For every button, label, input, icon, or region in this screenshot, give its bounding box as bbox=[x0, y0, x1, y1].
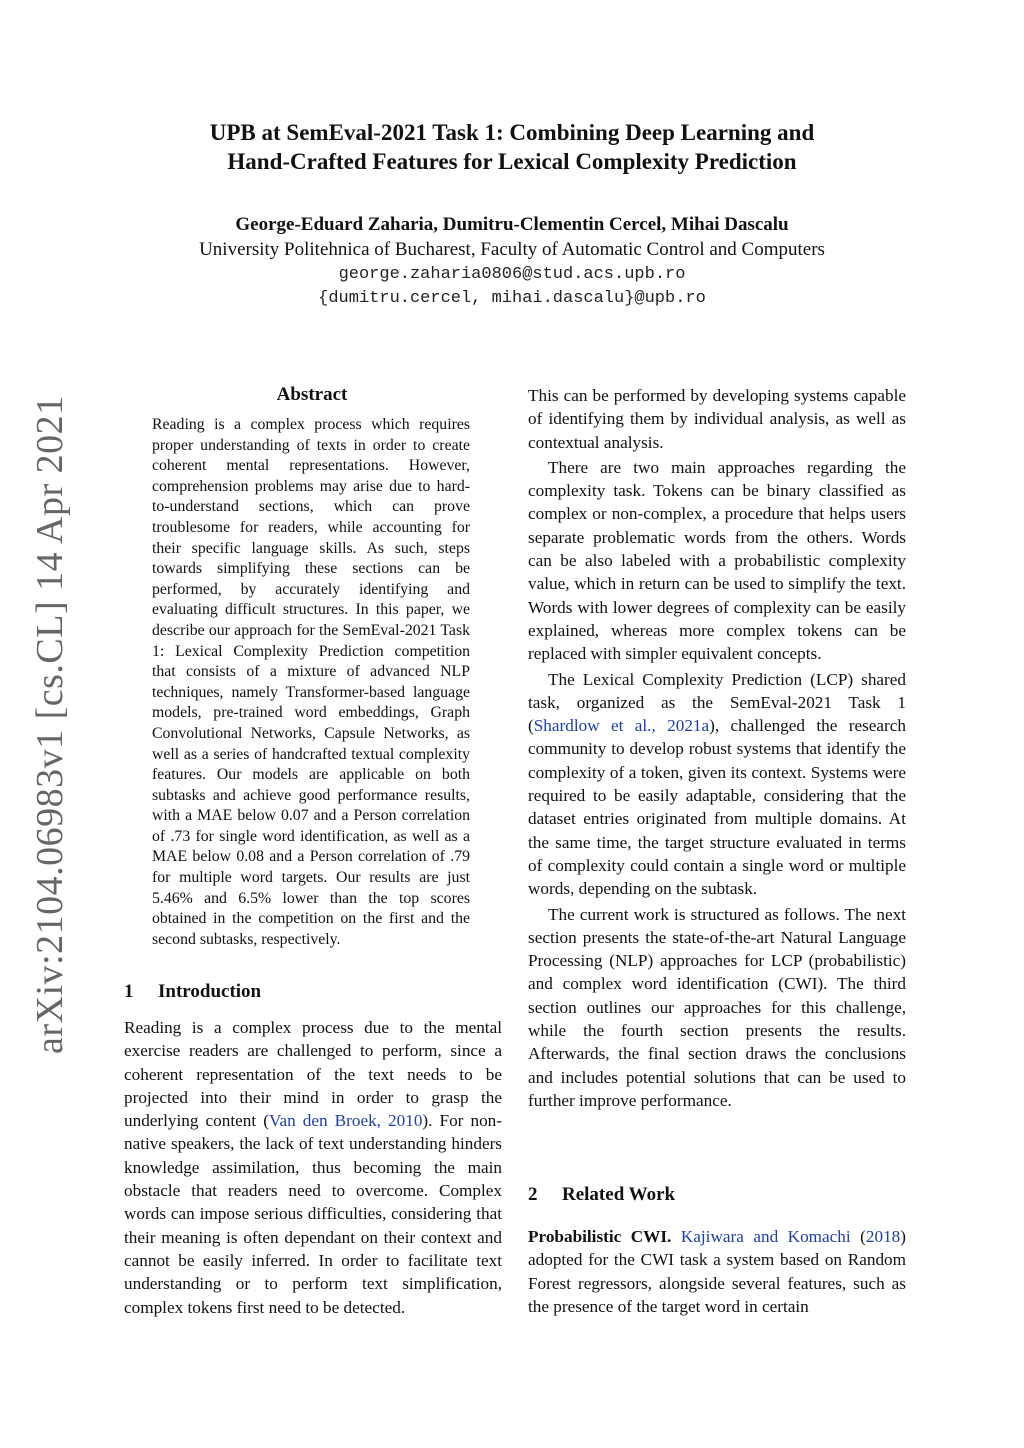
lcp-text-start: The Lexical Complexity Prediction (LCP) shared task, organized as the SemEval-2021 Task 1 ( bbox=[528, 669, 906, 736]
abstract-heading: Abstract bbox=[276, 384, 348, 405]
arxiv-identifier: arXiv:2104.06983v1 [cs.CL] 14 Apr 2021 bbox=[29, 395, 71, 1054]
citation-link[interactable]: Kajiwara and Komachi bbox=[680, 1227, 851, 1246]
section-heading-related-work bbox=[528, 1184, 675, 1206]
intro-paragraph bbox=[124, 1016, 502, 1319]
related-work-paragraph bbox=[528, 1225, 906, 1318]
section-title: Introduction bbox=[158, 981, 262, 1002]
lcp-text-end: ), challenged the research community to develop robust systems that identify the complexity of a token, given its context. Systems were required to be easily adaptable, considering that the dataset entries originated from multiple domains. At the same time, the target structure evaluated in terms of complexity could contain a single word or multiple words, depending on the subtask. bbox=[528, 716, 906, 899]
paragraph-structure: The current work is structured as follows. The next section presents the state-of-the-art Natural Language Processing (NLP) approaches for LCP (probabilistic) and complex word identification (CWI). The third section outlines our approaches for this challenge, while the fourth section presents the results. Afterwards, the final section draws the conclusions and includes potential solutions that can be used to further improve performance. bbox=[528, 904, 906, 1110]
runin-heading: Probabilistic CWI. bbox=[528, 1227, 672, 1246]
title-line-2: Hand-Crafted Features for Lexical Complexity Prediction bbox=[227, 149, 797, 174]
citation-year-link[interactable]: 2018 bbox=[865, 1227, 901, 1246]
section-number: 2 bbox=[528, 1184, 538, 1205]
intro-text-end: ). For non-native speakers, the lack of text understanding hinders knowledge assimilation, thus becoming the main obstacle that readers need to overcome. Complex words can impose serious difficulties, considering that their meaning is often dependant on their context and cannot be easily inferred. In order to facilitate text understanding or to perform text simplification, complex tokens first need to be detected. bbox=[124, 1111, 502, 1317]
paragraph-approaches: There are two main approaches regarding the complexity task. Tokens can be binary classified as complex or non-complex, a procedure that helps users separate problematic words from the others. Words can be also labeled with a probabilistic complexity value, which in return can be used to simplify the text. Words with lower degrees of complexity can be easily explained, whereas more complex tokens can be replaced with simpler equivalent concepts. bbox=[528, 457, 906, 664]
email-coauthors: {dumitru.cercel, mihai.dascalu}@upb.ro bbox=[318, 289, 706, 308]
section-title: Related Work bbox=[562, 1184, 676, 1205]
related-work-column bbox=[528, 1225, 906, 1318]
citation-link[interactable]: Shardlow et al., 2021a bbox=[533, 716, 710, 736]
related-work-text: adopted for the CWI task a system based on Random Forest regressors, alongside several features, such as the presence of the target word in certain bbox=[528, 1250, 906, 1316]
paper-title bbox=[150, 118, 874, 176]
citation-paren-close: ) bbox=[900, 1227, 906, 1246]
affiliation: University Politehnica of Bucharest, Faculty of Automatic Control and Computers bbox=[199, 239, 825, 260]
title-line-1: UPB at SemEval-2021 Task 1: Combining Deep Learning and bbox=[209, 120, 815, 145]
abstract-body: Reading is a complex process which requires proper understanding of texts in order to create coherent mental representations. However, comprehension problems may arise due to hard-to-understand sections, which can prove troublesome for readers, while accounting for their specific language skills. As such, steps towards simplifying these sections can be performed, by accurately identifying and evaluating difficult structures. In this paper, we describe our approach for the SemEval-2021 Task 1: Lexical Complexity Prediction competition that consists of a mixture of advanced NLP techniques, namely Transformer-based language models, pre-trained word embeddings, Graph Convolutional Networks, Capsule Networks, as well as a series of handcrafted textual complexity features. Our models are applicable on both subtasks and achieve good performance results, with a MAE below 0.07 and a Person correlation of .73 for single word identification, as well as a MAE below 0.08 and a Person correlation of .79 for multiple word targets. Our results are just 5.46% and 6.5% lower than the top scores obtained in the competition on the first and the second subtasks, respectively. bbox=[152, 416, 470, 948]
email-first-author: george.zaharia0806@stud.acs.upb.ro bbox=[338, 265, 686, 284]
section-heading-introduction bbox=[124, 981, 261, 1003]
author-list: George-Eduard Zaharia, Dumitru-Clementin Cercel, Mihai Dascalu bbox=[235, 214, 789, 235]
citation-link[interactable]: Van den Broek, 2010 bbox=[268, 1111, 423, 1131]
paragraph-continuation: This can be performed by developing systems capable of identifying them by individual analysis, as well as contextual analysis. bbox=[528, 386, 906, 452]
paragraph-lcp-task bbox=[528, 668, 906, 901]
intro-text-start: Reading is a complex process due to the mental exercise readers are challenged to perform, since a coherent representation of the text needs to be projected into their mind in order to grasp the underlying content ( bbox=[124, 1018, 502, 1131]
introduction-column bbox=[124, 1016, 502, 1319]
citation-paren-open: ( bbox=[850, 1227, 866, 1246]
section-number: 1 bbox=[124, 981, 134, 1002]
right-column bbox=[528, 384, 906, 1112]
